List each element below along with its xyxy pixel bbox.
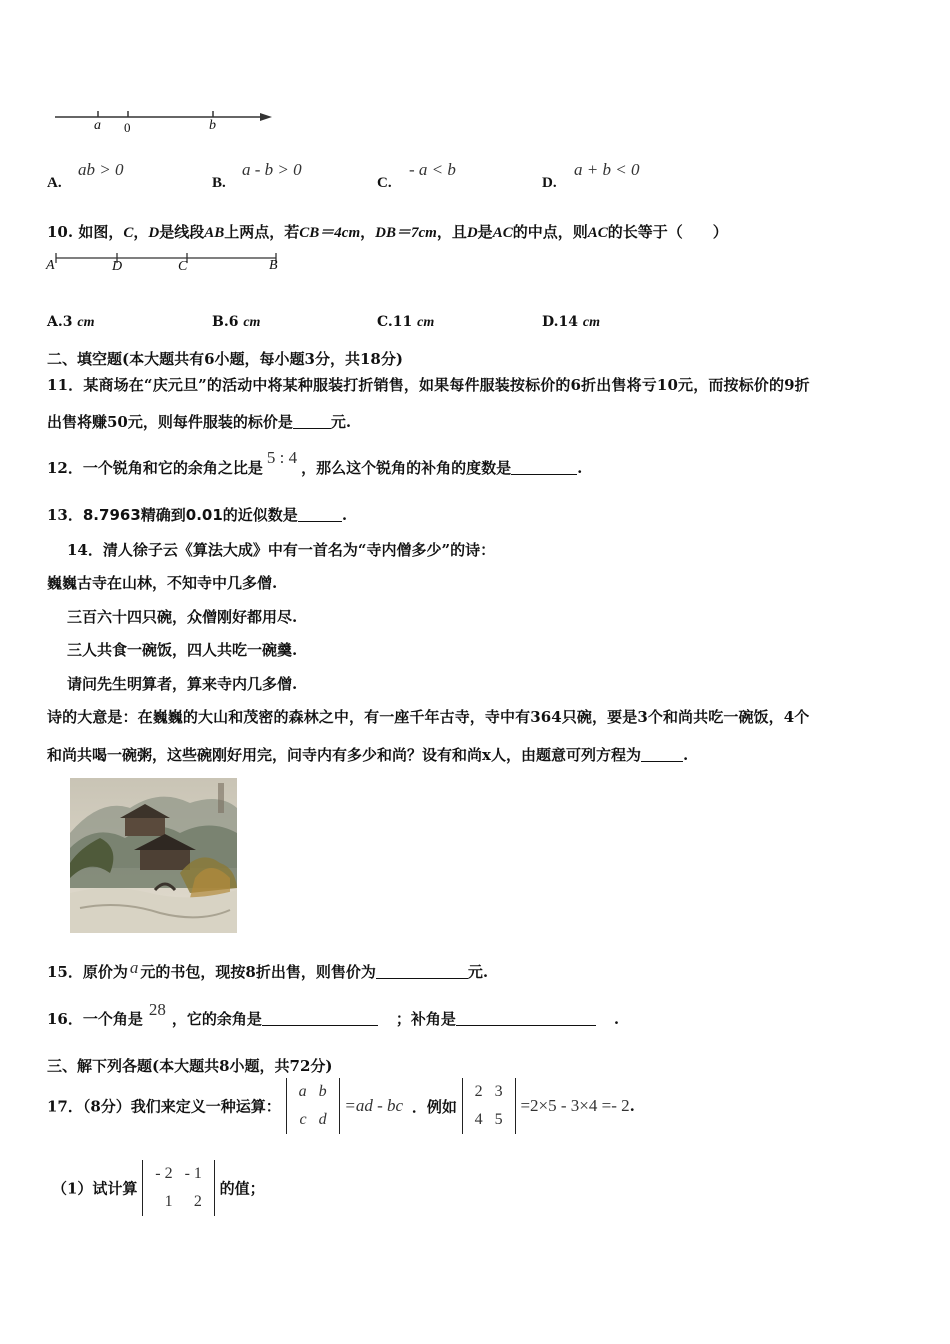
q10-text: 是 [477,223,493,241]
q13-value: 8.7963 [82,506,141,524]
q10-point-d: D [148,225,160,241]
q11-line2: 出售将赚50元，则每件服装的标价是 元. [47,413,352,431]
q11-line1: 11．某商场在“庆元旦”的活动中将某种服装打折销售，如果每件服装按标价的6折出售将亏10元，而按标价的9折 [47,376,810,394]
q10-sep: ， [133,223,149,241]
segment-label-c: C [178,259,188,274]
q10-segment-ac2: AC [587,225,608,241]
q14-poem-line: 巍巍古寺在山林，不知寺中几多僧. [47,574,278,592]
numberline-label-0: 0 [124,120,131,135]
q10-option-b: B.6 cm [212,314,261,330]
q10-text: 的中点，则 [512,223,588,241]
q10-text: ，且 [436,223,467,241]
q10-db-eq: DB＝7cm [375,225,437,241]
q12-answer-blank[interactable] [511,460,577,475]
q9-option-a-expr: ab > 0 [78,160,124,179]
q10-segment-ac: AC [492,225,513,241]
q10-option-a: A.3 cm [47,314,95,330]
q16-angle: 28 [148,1000,166,1019]
q17-part1: （1）试计算 - 2 - 1 1 2 的值； [52,1160,265,1216]
q10-question [47,221,728,242]
q10-cb-eq: CB＝4cm [299,225,361,241]
q15-question: 15．原价为 a 元的书包，现按8折出售，则售价为 元. [47,958,489,981]
q9-option-b-letter: B. [212,175,226,191]
section3-title: 三、解下列各题(本大题共8小题，共72分) [47,1057,333,1075]
q14-poem-line: 三百六十四只碗，众僧刚好都用尽. [67,608,298,626]
number-line-figure [50,100,280,140]
q10-segment-ab: AB [204,225,225,241]
q12-ratio: 5 : 4 [266,448,298,467]
determinant-part1: - 2 - 1 1 2 [142,1160,215,1216]
landscape-painting-image [70,778,237,933]
q13-precision: 0.01 [185,506,223,524]
q10-sep: ， [360,223,376,241]
segment-label-a: A [46,258,55,273]
q14-answer-blank[interactable] [641,747,683,762]
q14-meaning-line2: 和尚共喝一碗粥，这些碗刚好用完，问寺内有多少和尚？设有和尚x人，由题意可列方程为 . [47,746,689,764]
q13-question: 13．8.7963精确到0.01的近似数是 . [47,506,348,524]
numberline-label-b: b [209,118,216,133]
q9-option-c-expr: - a < b [409,160,456,179]
q9-option-c-letter: C. [377,175,392,191]
segment-figure [50,248,290,278]
q10-text-end: 的长等于（ ） [607,223,728,241]
numberline-label-a: a [94,118,101,133]
q17-definition: 17．（8分）我们来定义一种运算： a b c d =ad - bc ．例如 2 3 4 5 =2×5 - 3×4 =- 2. [47,1078,635,1134]
q10-text: 上两点，若 [224,223,300,241]
determinant-formula: =ad - bc [344,1096,404,1115]
q10-text: 如图， [78,223,124,241]
determinant-example: 2 3 4 5 [462,1078,516,1134]
q10-option-c: C.11 cm [377,314,435,330]
q14-meaning-line1: 诗的大意是：在巍巍的大山和茂密的森林之中，有一座千年古寺，寺中有364只碗，要是3个和尚共吃一碗饭，4个 [47,708,810,726]
q14-poem-line: 请问先生明算者，算来寺内几多僧. [67,675,298,693]
q15-var-a: a [129,958,139,977]
q13-answer-blank[interactable] [298,507,342,522]
q9-option-a-letter: A. [47,175,62,191]
q16-supplement-blank[interactable] [456,1011,596,1026]
q16-complement-blank[interactable] [262,1011,378,1026]
q11-answer-blank[interactable] [293,414,331,429]
segment-label-b: B [269,258,278,273]
q14-intro: 14．清人徐子云《算法大成》中有一首名为“寺内僧多少”的诗： [67,541,496,559]
q10-point-c: C [123,225,134,241]
determinant-example-result: =2×5 - 3×4 =- 2 [520,1096,630,1115]
q12-question: 12．一个锐角和它的余角之比是5 : 4，那么这个锐角的补角的度数是 . [47,448,583,477]
q9-option-d-letter: D. [542,175,557,191]
determinant-definition: a b c d [286,1078,340,1134]
q16-question: 16．一个角是 28 ，它的余角是 ；补角是 . [47,1000,620,1028]
q15-answer-blank[interactable] [376,964,468,979]
q14-poem-line: 三人共食一碗饭，四人共吃一碗羹. [67,641,298,659]
q10-point-d2: D [466,225,478,241]
q10-text: 是线段 [159,223,205,241]
section2-title: 二、填空题(本大题共有6小题，每小题3分，共18分) [47,350,403,368]
q9-option-d-expr: a + b < 0 [574,160,640,179]
q9-option-b-expr: a - b > 0 [242,160,302,179]
q10-option-d: D.14 cm [542,314,600,330]
segment-label-d: D [112,259,123,274]
q10-number: 10. [47,223,74,241]
